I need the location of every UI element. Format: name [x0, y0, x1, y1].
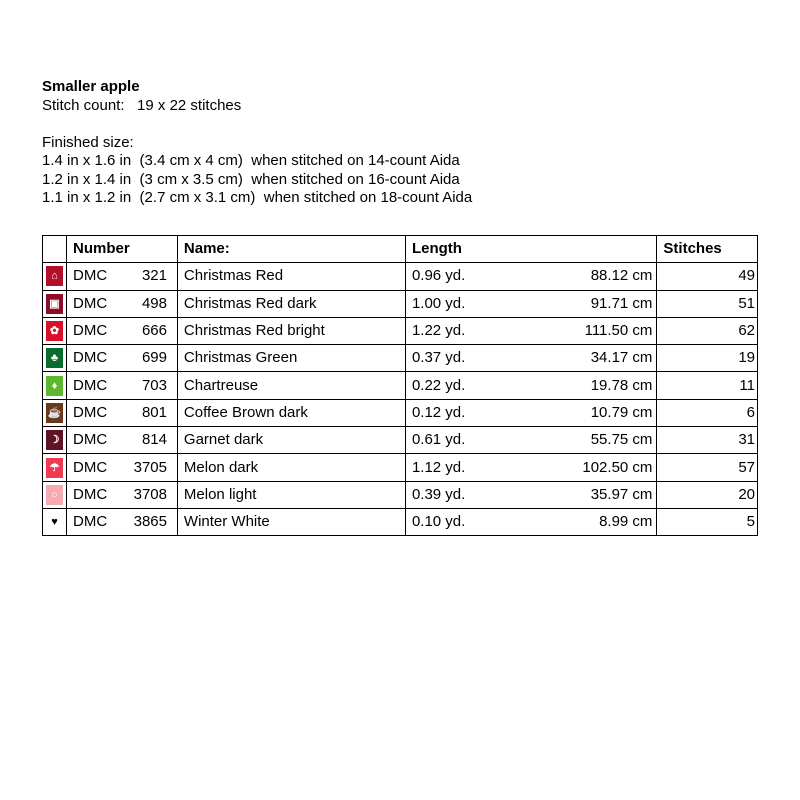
thread-name: Christmas Green — [177, 345, 405, 372]
length-yards: 0.22 yd. — [411, 376, 466, 394]
stitch-count-cell: 20 — [657, 481, 758, 508]
length-yards: 1.22 yd. — [411, 322, 466, 340]
square-dot-icon: ▣ — [46, 294, 63, 314]
number-cell — [67, 372, 178, 399]
stitch-count-cell: 6 — [657, 399, 758, 426]
thread-brand: DMC — [73, 322, 108, 340]
number-cell — [67, 508, 178, 535]
stitch-count-cell: 51 — [657, 290, 758, 317]
stitch-count-cell: 19 — [657, 345, 758, 372]
number-cell — [67, 454, 178, 481]
length-yards: 0.10 yd. — [411, 513, 466, 531]
table-row — [43, 454, 758, 481]
symbol-cell — [43, 317, 67, 344]
size-18-count: 1.1 in x 1.2 in (2.7 cm x 3.1 cm) when stitched on 18-count Aida — [42, 189, 473, 206]
flower-icon: ✿ — [46, 321, 63, 341]
symbol-cell — [43, 481, 67, 508]
thread-brand: DMC — [73, 403, 108, 421]
table-body — [43, 263, 758, 536]
stitch-count-cell: 62 — [657, 317, 758, 344]
symbol-cell — [43, 263, 67, 290]
size-14-count: 1.4 in x 1.6 in (3.4 cm x 4 cm) when stitched on 14-count Aida — [42, 152, 460, 169]
stitch-count-cell: 5 — [657, 508, 758, 535]
length-yards: 0.37 yd. — [411, 349, 466, 367]
table-row — [43, 290, 758, 317]
thread-code: 3705 — [133, 458, 167, 476]
thread-name: Christmas Red bright — [177, 317, 405, 344]
length-cm: 55.75 cm — [590, 431, 653, 449]
thread-code: 699 — [141, 349, 167, 367]
symbol-cell — [43, 372, 67, 399]
symbol-cell — [43, 399, 67, 426]
length-cm: 88.12 cm — [590, 267, 653, 285]
pattern-title: Smaller apple — [42, 78, 140, 95]
symbol-cell — [43, 290, 67, 317]
thread-brand: DMC — [73, 267, 108, 285]
house-icon: ⌂ — [46, 266, 63, 286]
number-cell — [67, 290, 178, 317]
stitches-header: Stitches — [657, 236, 758, 263]
table-row — [43, 508, 758, 535]
symbol-cell — [43, 454, 67, 481]
length-cm: 91.71 cm — [590, 294, 653, 312]
thread-name: Melon dark — [177, 454, 405, 481]
number-cell — [67, 263, 178, 290]
moon-icon: ☽ — [46, 430, 63, 450]
stitch-count-cell: 49 — [657, 263, 758, 290]
table-row — [43, 427, 758, 454]
thread-code: 498 — [141, 294, 167, 312]
thread-brand: DMC — [73, 485, 108, 503]
thread-legend-table — [42, 235, 758, 536]
thread-code: 666 — [141, 322, 167, 340]
length-cell — [405, 290, 656, 317]
coffee-cup-icon: ☕ — [46, 403, 63, 423]
stitch-count-cell: 11 — [657, 372, 758, 399]
length-cell — [405, 372, 656, 399]
thread-code: 3708 — [133, 485, 167, 503]
length-yards: 0.61 yd. — [411, 431, 466, 449]
length-cm: 8.99 cm — [599, 513, 653, 531]
length-yards: 0.39 yd. — [411, 485, 466, 503]
stitch-count-cell: 57 — [657, 454, 758, 481]
length-yards: 0.96 yd. — [411, 267, 466, 285]
thread-name: Chartreuse — [177, 372, 405, 399]
name-header: Name: — [177, 236, 405, 263]
length-cm: 34.17 cm — [590, 349, 653, 367]
thread-name: Coffee Brown dark — [177, 399, 405, 426]
length-cm: 10.79 cm — [590, 403, 653, 421]
umbrella-icon: ☂ — [46, 458, 63, 478]
thread-name: Winter White — [177, 508, 405, 535]
length-yards: 1.12 yd. — [411, 458, 466, 476]
table-row — [43, 345, 758, 372]
number-cell — [67, 399, 178, 426]
table-row — [43, 263, 758, 290]
symbol-cell — [43, 427, 67, 454]
number-cell — [67, 317, 178, 344]
length-cell — [405, 263, 656, 290]
length-cm: 102.50 cm — [582, 458, 653, 476]
thread-code: 814 — [141, 431, 167, 449]
club-icon: ♣ — [46, 348, 63, 368]
symbol-header — [43, 236, 67, 263]
table-row — [43, 399, 758, 426]
length-cell — [405, 399, 656, 426]
thread-brand: DMC — [73, 294, 108, 312]
symbol-cell — [43, 508, 67, 535]
number-cell — [67, 481, 178, 508]
thread-brand: DMC — [73, 376, 108, 394]
thread-code: 801 — [141, 403, 167, 421]
spacer — [42, 115, 472, 134]
ring-icon: ○ — [46, 485, 63, 505]
finished-size-label: Finished size: — [42, 133, 134, 151]
thread-brand: DMC — [73, 458, 108, 476]
table-row — [43, 317, 758, 344]
thread-code: 321 — [141, 267, 167, 285]
length-cell — [405, 317, 656, 344]
thread-code: 3865 — [133, 513, 167, 531]
thread-name: Christmas Red dark — [177, 290, 405, 317]
length-yards: 0.12 yd. — [411, 403, 466, 421]
length-cell — [405, 481, 656, 508]
table-row — [43, 372, 758, 399]
length-yards: 1.00 yd. — [411, 294, 466, 312]
thread-name: Christmas Red — [177, 263, 405, 290]
thread-brand: DMC — [73, 349, 108, 367]
table-header-row — [43, 236, 758, 263]
length-cm: 19.78 cm — [590, 376, 653, 394]
symbol-cell — [43, 345, 67, 372]
number-cell — [67, 427, 178, 454]
length-cm: 35.97 cm — [590, 485, 653, 503]
number-cell — [67, 345, 178, 372]
stitch-count-cell: 31 — [657, 427, 758, 454]
thread-brand: DMC — [73, 431, 108, 449]
thread-name: Melon light — [177, 481, 405, 508]
heart-icon: ♥ — [46, 512, 63, 532]
thread-brand: DMC — [73, 513, 108, 531]
length-cell — [405, 345, 656, 372]
table-row — [43, 481, 758, 508]
length-cell — [405, 454, 656, 481]
thread-code: 703 — [141, 376, 167, 394]
length-cell — [405, 508, 656, 535]
length-header: Length — [405, 236, 656, 263]
number-header: Number — [67, 236, 178, 263]
thread-name: Garnet dark — [177, 427, 405, 454]
diamond-icon: ♦ — [46, 376, 63, 396]
size-16-count: 1.2 in x 1.4 in (3 cm x 3.5 cm) when stitched on 16-count Aida — [42, 170, 460, 188]
pattern-header — [42, 78, 472, 208]
stitch-count: Stitch count: 19 x 22 stitches — [42, 96, 242, 114]
length-cell — [405, 427, 656, 454]
length-cm: 111.50 cm — [584, 322, 653, 340]
